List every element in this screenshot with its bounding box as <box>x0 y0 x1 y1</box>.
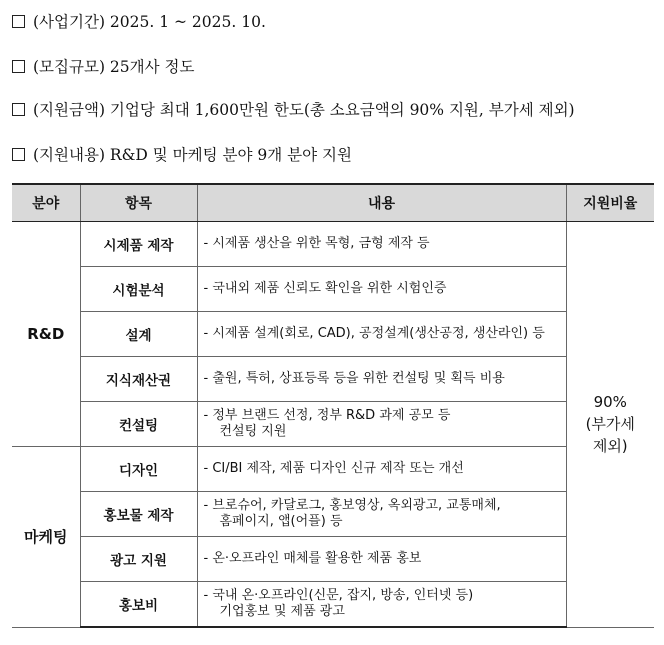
table-row <box>12 357 654 402</box>
row-item: 디자인 <box>80 447 197 492</box>
bullet-period <box>12 12 266 32</box>
row-item: 지식재산권 <box>80 357 197 402</box>
row-item: 설계 <box>80 312 197 357</box>
row-item: 컨설팅 <box>80 402 197 447</box>
bullet-amount <box>12 100 575 120</box>
row-item: 시험분석 <box>80 267 197 312</box>
row-content: - CI/BI 제작, 제품 디자인 신규 제작 또는 개선 <box>197 447 566 492</box>
checkbox-icon <box>12 60 25 73</box>
table-row <box>12 492 654 537</box>
header-content: 내용 <box>197 184 566 222</box>
bullet-text: (사업기간) 2025. 1 ~ 2025. 10. <box>33 13 266 31</box>
bullet-text: (지원내용) R&D 및 마케팅 분야 9개 분야 지원 <box>33 146 352 164</box>
bullet-text: (모집규모) 25개사 정도 <box>33 58 195 76</box>
header-item: 항목 <box>80 184 197 222</box>
row-content: - 온·오프라인 매체를 활용한 제품 홍보 <box>197 537 566 582</box>
row-content: - 국내 온·오프라인(신문, 잡지, 방송, 인터넷 등) 기업홍보 및 제품 광고 <box>197 582 566 628</box>
table-row <box>12 582 654 628</box>
table-row <box>12 447 654 492</box>
bullet-text: (지원금액) 기업당 최대 1,600만원 한도(총 소요금액의 90% 지원, 부가세 제외) <box>33 101 575 119</box>
checkbox-icon <box>12 15 25 28</box>
support-table <box>12 183 654 628</box>
table-row <box>12 222 654 267</box>
checkbox-icon <box>12 148 25 161</box>
checkbox-icon <box>12 103 25 116</box>
header-rate: 지원비율 <box>566 184 654 222</box>
table-row <box>12 537 654 582</box>
row-item: 홍보비 <box>80 582 197 628</box>
bullet-scale <box>12 57 194 77</box>
category-rnd: R&D <box>12 222 80 447</box>
bullet-content <box>12 145 352 165</box>
row-item: 시제품 제작 <box>80 222 197 267</box>
row-item: 홍보물 제작 <box>80 492 197 537</box>
row-content: - 정부 브랜드 선정, 정부 R&D 과제 공모 등 컨설팅 지원 <box>197 402 566 447</box>
support-rate: 90% (부가세 제외) <box>566 222 654 628</box>
row-item: 광고 지원 <box>80 537 197 582</box>
table-header-row <box>12 184 654 222</box>
table-row <box>12 312 654 357</box>
row-content: - 출원, 특허, 상표등록 등을 위한 컨설팅 및 획득 비용 <box>197 357 566 402</box>
table-row <box>12 402 654 447</box>
header-category: 분야 <box>12 184 80 222</box>
category-marketing: 마케팅 <box>12 447 80 628</box>
row-content: - 브로슈어, 카달로그, 홍보영상, 옥외광고, 교통매체, 홈페이지, 앱(어플) 등 <box>197 492 566 537</box>
row-content: - 국내외 제품 신뢰도 확인을 위한 시험인증 <box>197 267 566 312</box>
table-row <box>12 267 654 312</box>
row-content: - 시제품 생산을 위한 목형, 금형 제작 등 <box>197 222 566 267</box>
row-content: - 시제품 설계(회로, CAD), 공정설계(생산공정, 생산라인) 등 <box>197 312 566 357</box>
